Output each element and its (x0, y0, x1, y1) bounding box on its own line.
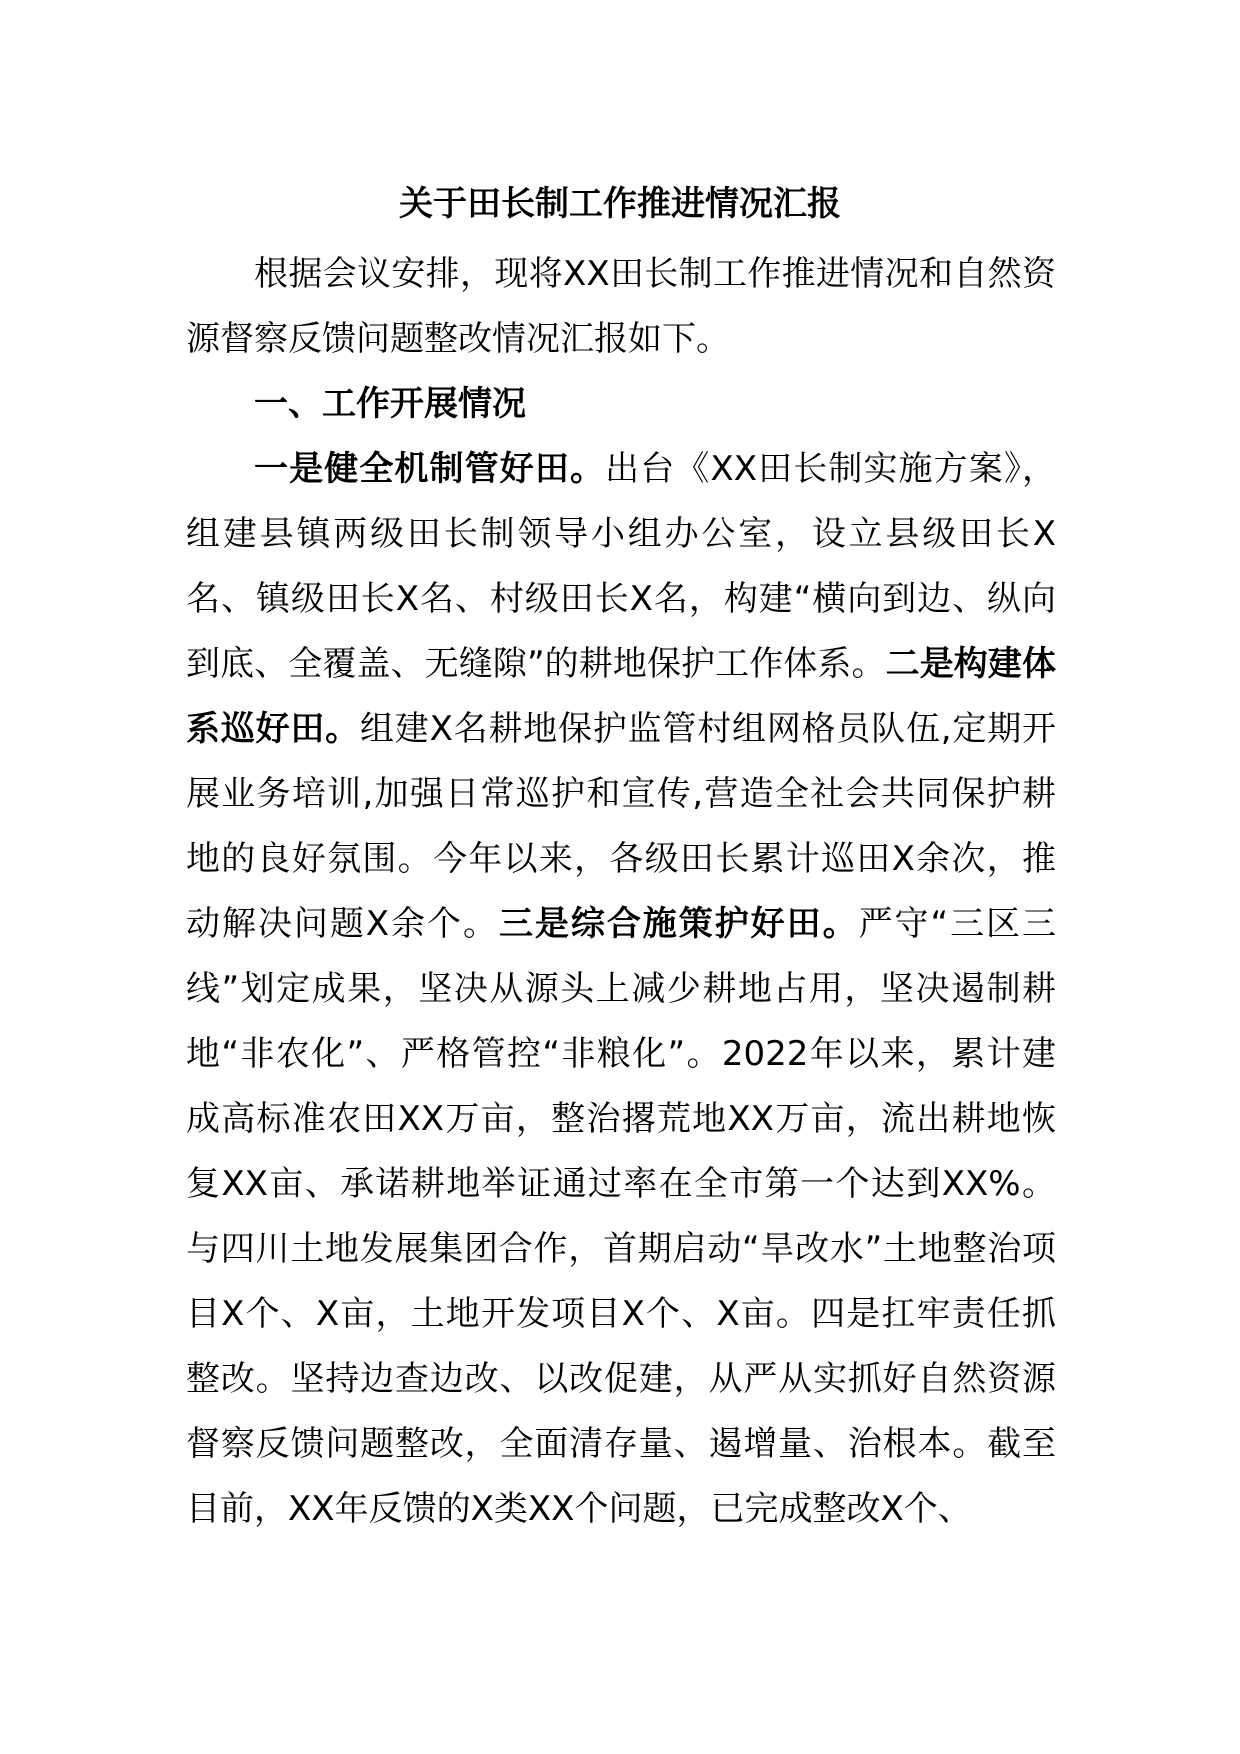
point-3-text: 严守“三区三线”划定成果，坚决从源头上减少耕地占用，坚决遏制耕地“非农化”、严格管控“非粮化”。2022年以来，累计建成高标准农田XX万亩，整治撂荒地XX万亩，流出耕地恢复XX亩、承诺耕地举证通过率在全市第一个达到XX%。与四川土地发展集团合作，首期启动“旱改水”土地整治项目X个、X亩，土地开发项目X个、X亩。四是扛牢责任抓整改。坚持边查边改、以改促建，从严从实抓好自然资源督察反馈问题整改，全面清存量、遏增量、治根本。截至目前，XX年反馈的X类XX个问题，已完成整改X个、 (186, 904, 1057, 1529)
point-1-text: 出台《XX田长制实施方案》，组建县镇两级田长制领导小组办公室，设立县级田长X名、镇级田长X名、村级田长X名，构建“横向到边、纵向到底、全覆盖、无缝隙”的耕地保护工作体系。 (186, 449, 1056, 684)
point-2-text: 组建X名耕地保护监管村组网格员队伍,定期开展业务培训,加强日常巡护和宣传,营造全社会共同保护耕地的良好氛围。今年以来，各级田长累计巡田X余次，推动解决问题X余个。 (186, 709, 1056, 944)
intro-paragraph: 根据会议安排，现将XX田长制工作推进情况和自然资源督察反馈问题整改情况汇报如下。 (186, 254, 1056, 359)
lead-point-2: 二是构建体系巡好田。 (186, 644, 1056, 749)
body-paragraph (186, 437, 1056, 1542)
section-heading: 一、工作开展情况 (254, 384, 526, 424)
document-title: 关于田长制工作推进情况汇报 (399, 184, 841, 224)
document-body (186, 242, 1056, 1542)
lead-point-3: 三是综合施策护好田。 (498, 904, 859, 944)
lead-point-1: 一是健全机制管好田。 (254, 449, 606, 489)
